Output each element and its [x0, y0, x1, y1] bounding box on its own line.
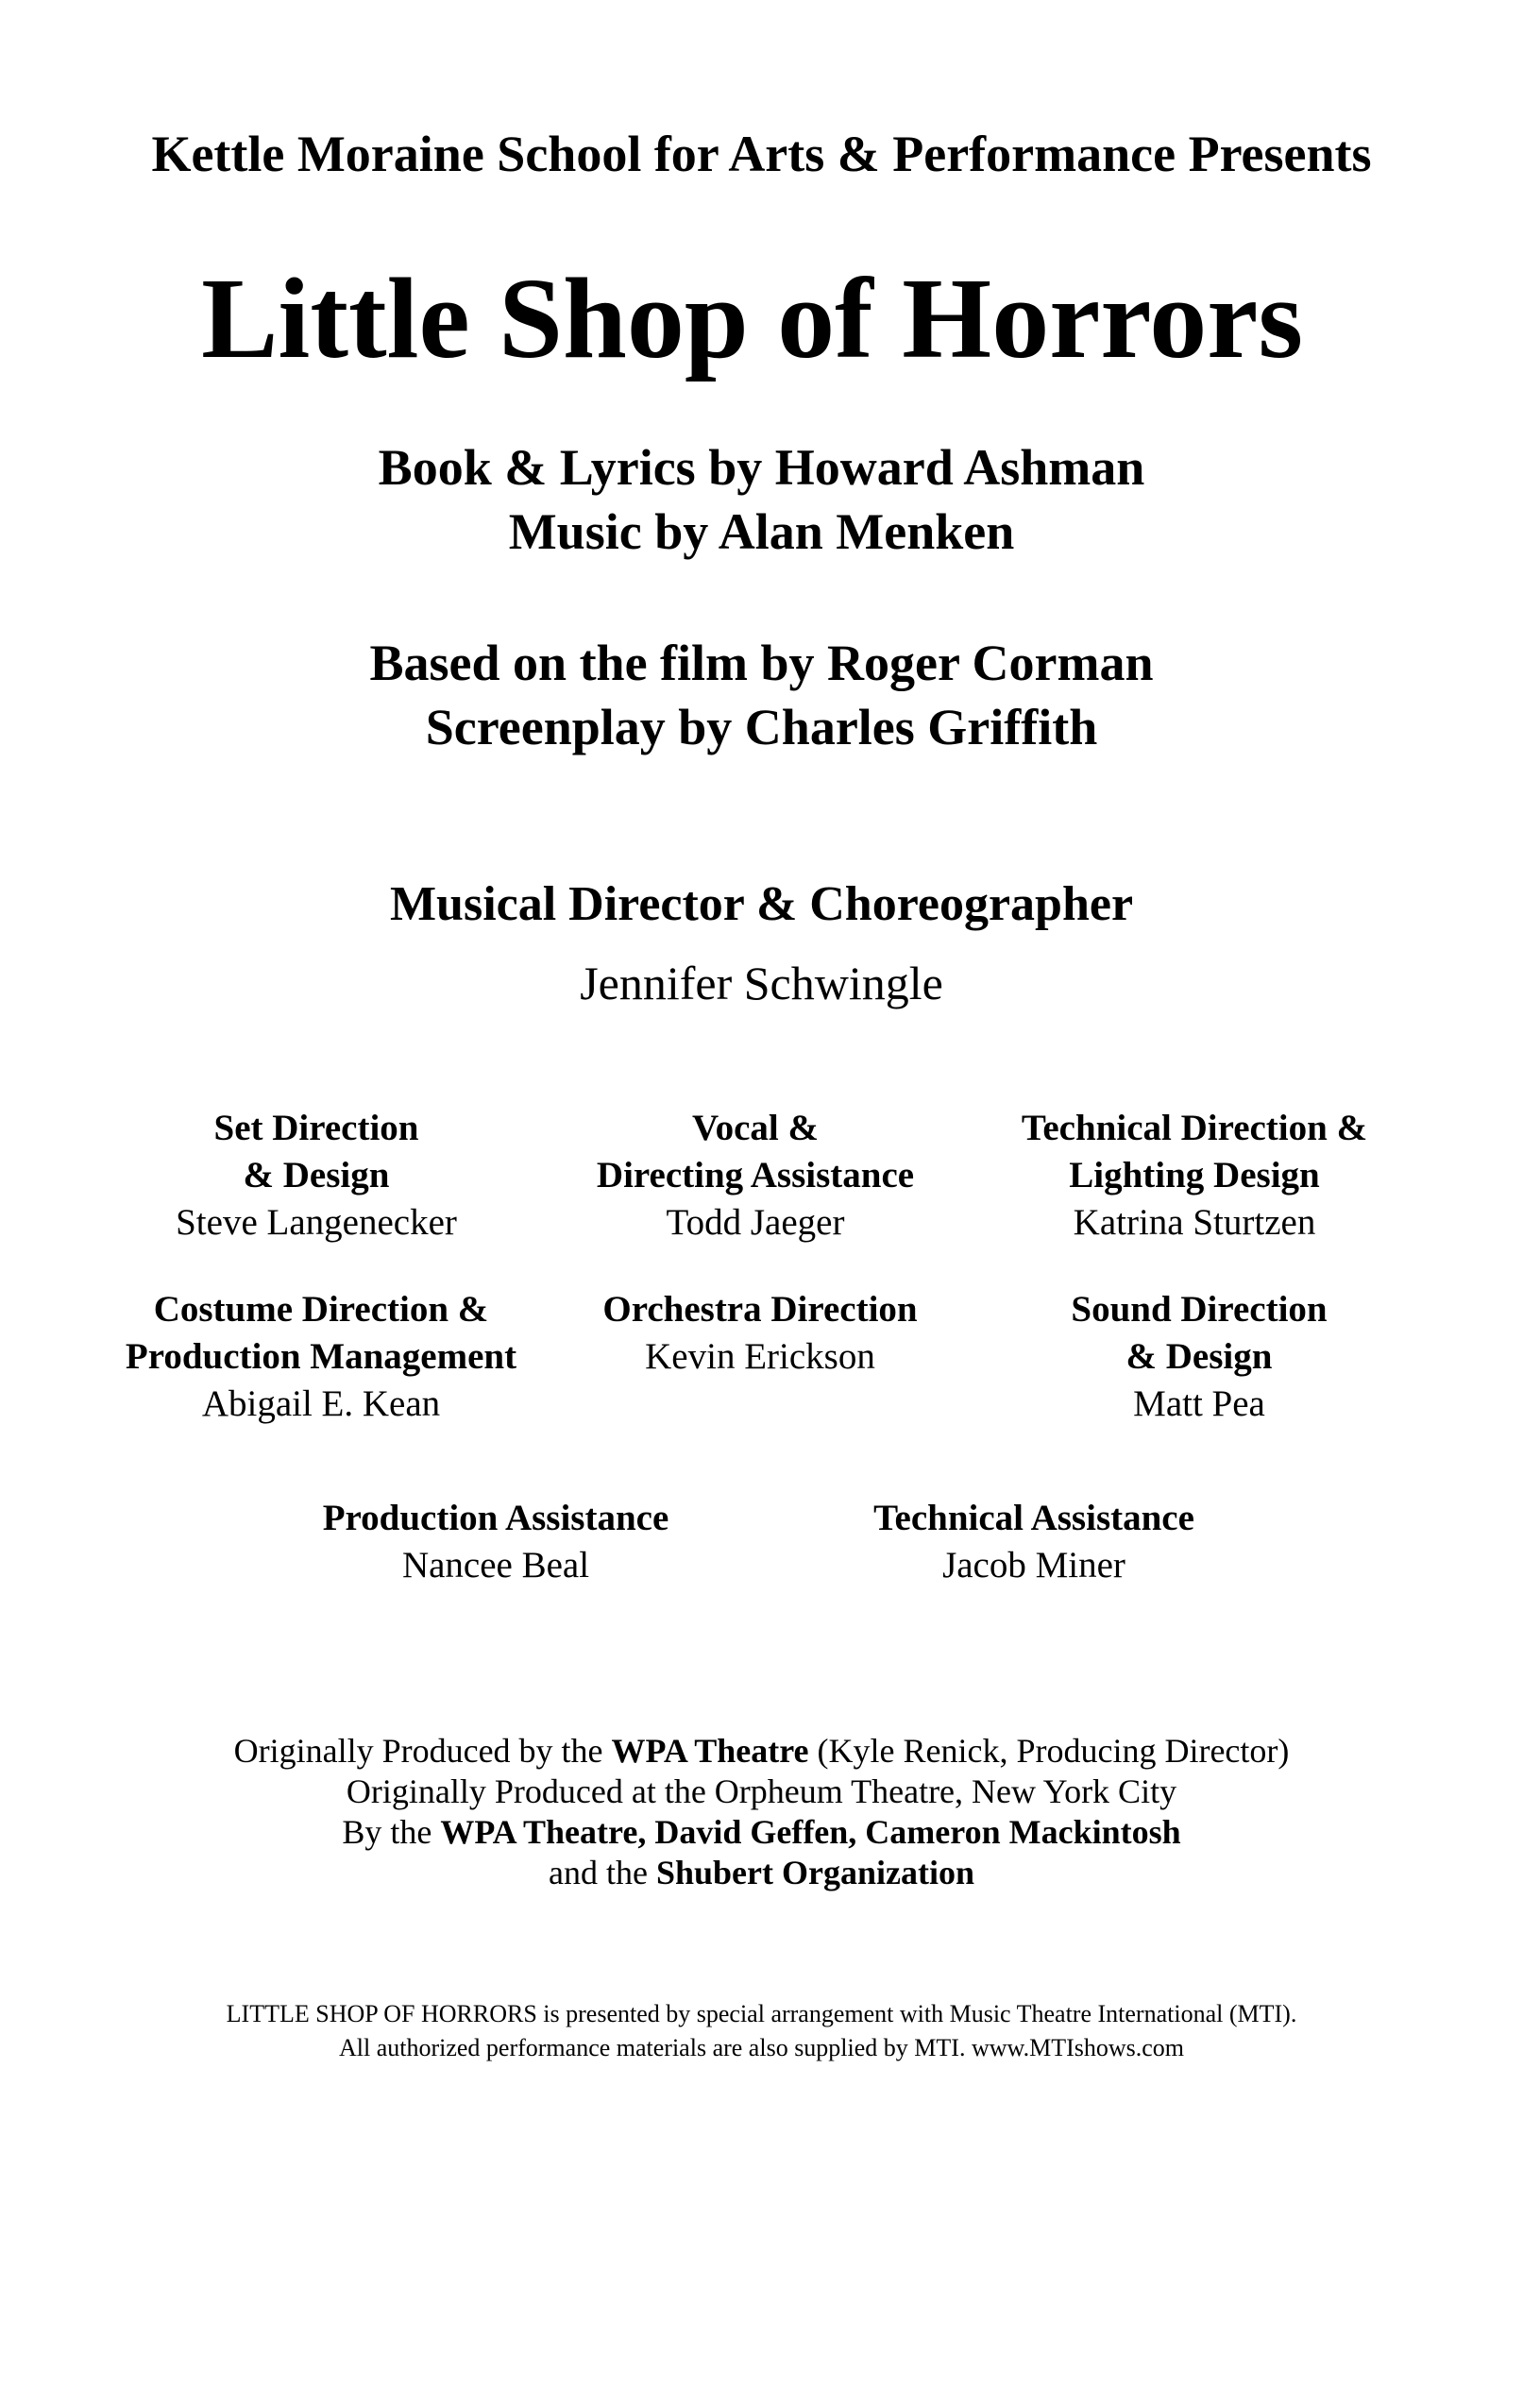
text-segment: (Kyle Renick, Producing Director) — [808, 1732, 1290, 1770]
staff-name: Katrina Sturtzen — [1073, 1202, 1316, 1243]
staff-role: Directing Assistance — [596, 1155, 915, 1196]
staff-role: Vocal & — [692, 1108, 819, 1148]
staff-role: Costume Direction & — [153, 1289, 489, 1330]
staff-name: Jacob Miner — [942, 1545, 1125, 1586]
staff-name: Steve Langenecker — [176, 1202, 457, 1243]
wpa-theatre-text: WPA Theatre — [611, 1732, 809, 1770]
show-title: Little Shop of Horrors — [201, 255, 1303, 382]
text-segment: and the — [549, 1854, 656, 1891]
staff-role: & Design — [1125, 1336, 1273, 1377]
staff-role: Set Direction — [213, 1108, 419, 1148]
legal-notice-line-1: LITTLE SHOP OF HORRORS is presented by special arrangement with Music Theatre International (MTI). — [226, 2000, 1297, 2027]
staff-role: Technical Assistance — [873, 1498, 1194, 1538]
musical-director-name: Jennifer Schwingle — [580, 957, 943, 1009]
staff-role: Production Assistance — [322, 1498, 669, 1538]
staff-technical-assistance — [831, 1495, 1237, 1589]
musical-director-role: Musical Director & Choreographer — [389, 877, 1134, 931]
staff-orchestra-direction — [567, 1286, 954, 1381]
presenter-line: Kettle Moraine School for Arts & Performance Presents — [151, 126, 1372, 182]
staff-name: Todd Jaeger — [666, 1202, 845, 1243]
book-lyrics-credit: Book & Lyrics by Howard Ashman — [378, 439, 1145, 496]
staff-name: Abigail E. Kean — [201, 1383, 441, 1424]
staff-name: Kevin Erickson — [645, 1336, 875, 1377]
shubert-text: Shubert Organization — [655, 1854, 974, 1891]
based-on-credit: Based on the film by Roger Corman — [369, 635, 1154, 691]
original-production-line-1 — [0, 1731, 1523, 1772]
staff-vocal-assistance — [567, 1105, 944, 1246]
text-segment: Originally Produced by the — [233, 1732, 612, 1770]
original-production-line-3 — [0, 1812, 1523, 1853]
original-production-line-2: Originally Produced at the Orpheum Theatre, New York City — [346, 1772, 1177, 1810]
staff-costume-direction — [94, 1286, 548, 1428]
screenplay-credit: Screenplay by Charles Griffith — [425, 699, 1098, 755]
staff-role: Production Management — [125, 1336, 517, 1377]
staff-set-direction — [127, 1105, 505, 1246]
staff-role: Lighting Design — [1069, 1155, 1320, 1196]
staff-technical-direction — [991, 1105, 1397, 1246]
staff-role: Sound Direction — [1071, 1289, 1328, 1330]
staff-name: Nancee Beal — [401, 1545, 590, 1586]
text-segment: By the — [342, 1813, 441, 1851]
staff-sound-direction — [1010, 1286, 1388, 1428]
staff-role: Orchestra Direction — [602, 1289, 918, 1330]
staff-role: Technical Direction & — [1021, 1108, 1368, 1148]
staff-role: & Design — [243, 1155, 390, 1196]
staff-name: Matt Pea — [1133, 1383, 1265, 1424]
original-production-line-4 — [0, 1853, 1523, 1893]
producers-text: WPA Theatre, David Geffen, Cameron Mackintosh — [440, 1813, 1181, 1851]
music-credit: Music by Alan Menken — [508, 503, 1015, 560]
staff-production-assistance — [293, 1495, 699, 1589]
legal-notice-line-2: All authorized performance materials are also supplied by MTI. www.MTIshows.com — [338, 2034, 1185, 2061]
